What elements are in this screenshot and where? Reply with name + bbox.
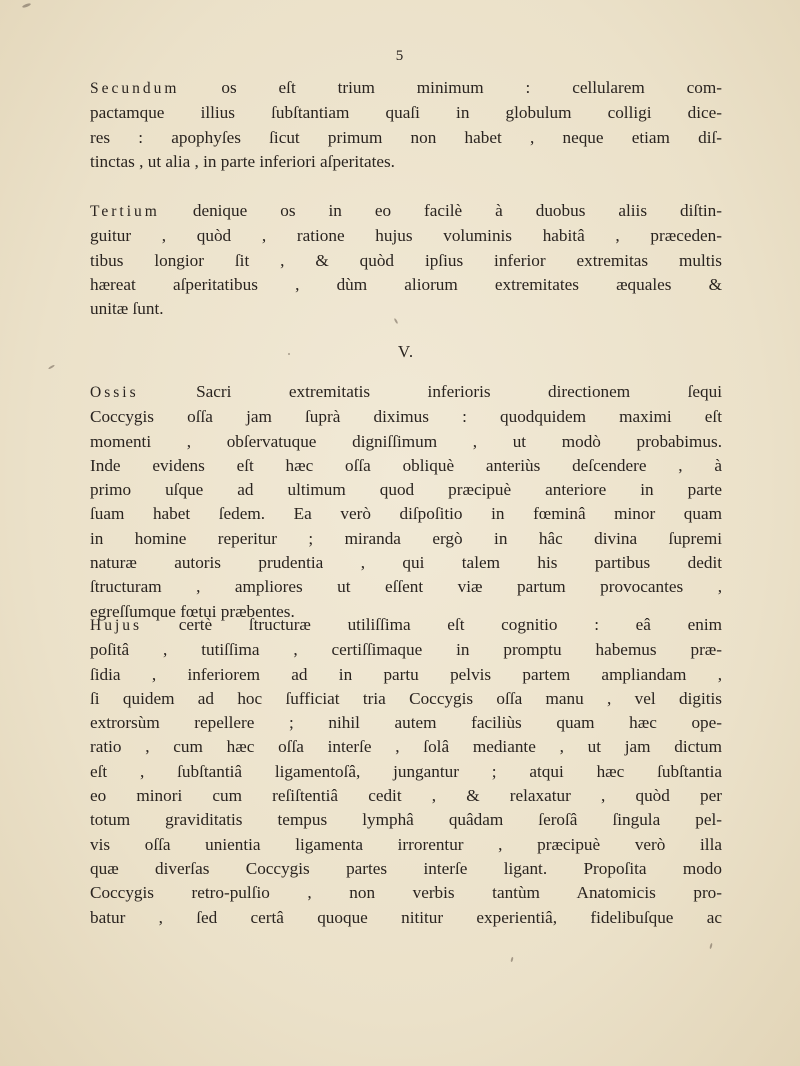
lead-word: Ossis <box>90 384 139 401</box>
text-line: Ossis Sacri extremitatis inferioris directionem ſequi <box>90 382 723 401</box>
text-line: Secundum os eſt trium minimum : cellularem com- <box>90 78 722 97</box>
text-line: ſuam habet ſedem. Ea verò diſpoſitio in fœminâ minor quam <box>90 504 722 524</box>
text-line: quæ diverſas Coccygis partes interſe ligant. Propoſita modo <box>90 858 722 878</box>
text-line: eſt , ſubſtantiâ ligamentoſâ, jungantur ; atqui hæc ſubſtantia <box>90 761 722 781</box>
paper-speck <box>22 3 31 9</box>
text-line: hæreat aſperitatibus , dùm aliorum extremitates æquales & <box>90 274 722 294</box>
text-line: ſidia , inferiorem ad in partu pelvis partem ampliandam , <box>90 664 722 684</box>
text-line: unitæ ſunt. <box>90 299 164 319</box>
text-line: res : apophyſes ſicut primum non habet , neque etiam diſ- <box>90 127 722 147</box>
text-line: totum graviditatis tempus lymphâ quâdam ſeroſâ ſingula pel- <box>90 810 722 830</box>
text-line: eo minori cum reſiſtentiâ cedit , & relaxatur , quòd per <box>90 786 722 806</box>
text-line: Tertium denique os in eo facilè à duobus aliis diſtin- <box>90 201 723 220</box>
text-line: tinctas , ut alia , in parte inferiori aſperitates. <box>90 151 395 171</box>
paper-speck <box>288 353 290 355</box>
text-line: poſitâ , tutiſſima , certiſſimaque in promptu habemus præ- <box>90 640 722 660</box>
lead-word: Secundum <box>90 80 180 97</box>
text-line: egreſſumque fœtui præbentes. <box>90 601 295 621</box>
text-line: batur , ſed certâ quoque nititur experientiâ, fidelibuſque ac <box>90 907 722 927</box>
paper-speck <box>510 957 513 962</box>
paragraph-ossis <box>90 380 722 624</box>
lead-word: Tertium <box>90 203 160 220</box>
text-line: Coccygis oſſa jam ſuprà diximus : quodquidem maximi eſt <box>90 407 722 427</box>
text-line: in homine reperitur ; miranda ergò in hâc divina ſupremi <box>90 528 722 548</box>
paragraph-secundum <box>90 76 722 174</box>
text-line: ſi quidem ad hoc ſufficiat tria Coccygis oſſa manu , vel digitis <box>90 688 722 708</box>
paper-speck <box>709 943 712 949</box>
text-line: Coccygis retro-pulſio , non verbis tantùm Anatomicis pro- <box>90 883 722 903</box>
text-line: pactamque illius ſubſtantiam quaſi in globulum colligi dice- <box>90 103 722 123</box>
text-line: vis oſſa unientia ligamenta irrorentur , præcipuè verò illa <box>90 834 722 854</box>
text-line: guitur , quòd , ratione hujus voluminis habitâ , præceden- <box>90 226 722 246</box>
paragraph-hujus <box>90 613 722 930</box>
text-line: ratio , cum hæc oſſa interſe , ſolâ mediante , ut jam dictum <box>90 737 722 757</box>
lead-word: Hujus <box>90 617 143 634</box>
paragraph-tertium <box>90 199 722 321</box>
text-line: momenti , obſervatuque digniſſimum , ut modò probabimus. <box>90 431 722 451</box>
text-line: Inde evidens eſt hæc oſſa obliquè anteriùs deſcendere , à <box>90 455 722 475</box>
text-line: ſtructuram , ampliores ut eſſent viæ partum provocantes , <box>90 577 722 597</box>
paper-speck <box>48 364 55 369</box>
text-line: Hujus certè ſtructuræ utiliſſima eſt cognitio : eâ enim <box>90 615 722 634</box>
section-heading: V. <box>397 342 415 361</box>
text-line: naturæ autoris prudentia , qui talem his partibus dedit <box>90 553 722 573</box>
text-line: extrorsùm repellere ; nihil autem faciliùs quam hæc ope- <box>90 713 722 733</box>
text-line: primo uſque ad ultimum quod præcipuè anteriore in parte <box>90 480 722 500</box>
text-line: tibus longior ſit , & quòd ipſius inferior extremitas multis <box>90 250 722 270</box>
page-number: 5 <box>395 48 405 64</box>
